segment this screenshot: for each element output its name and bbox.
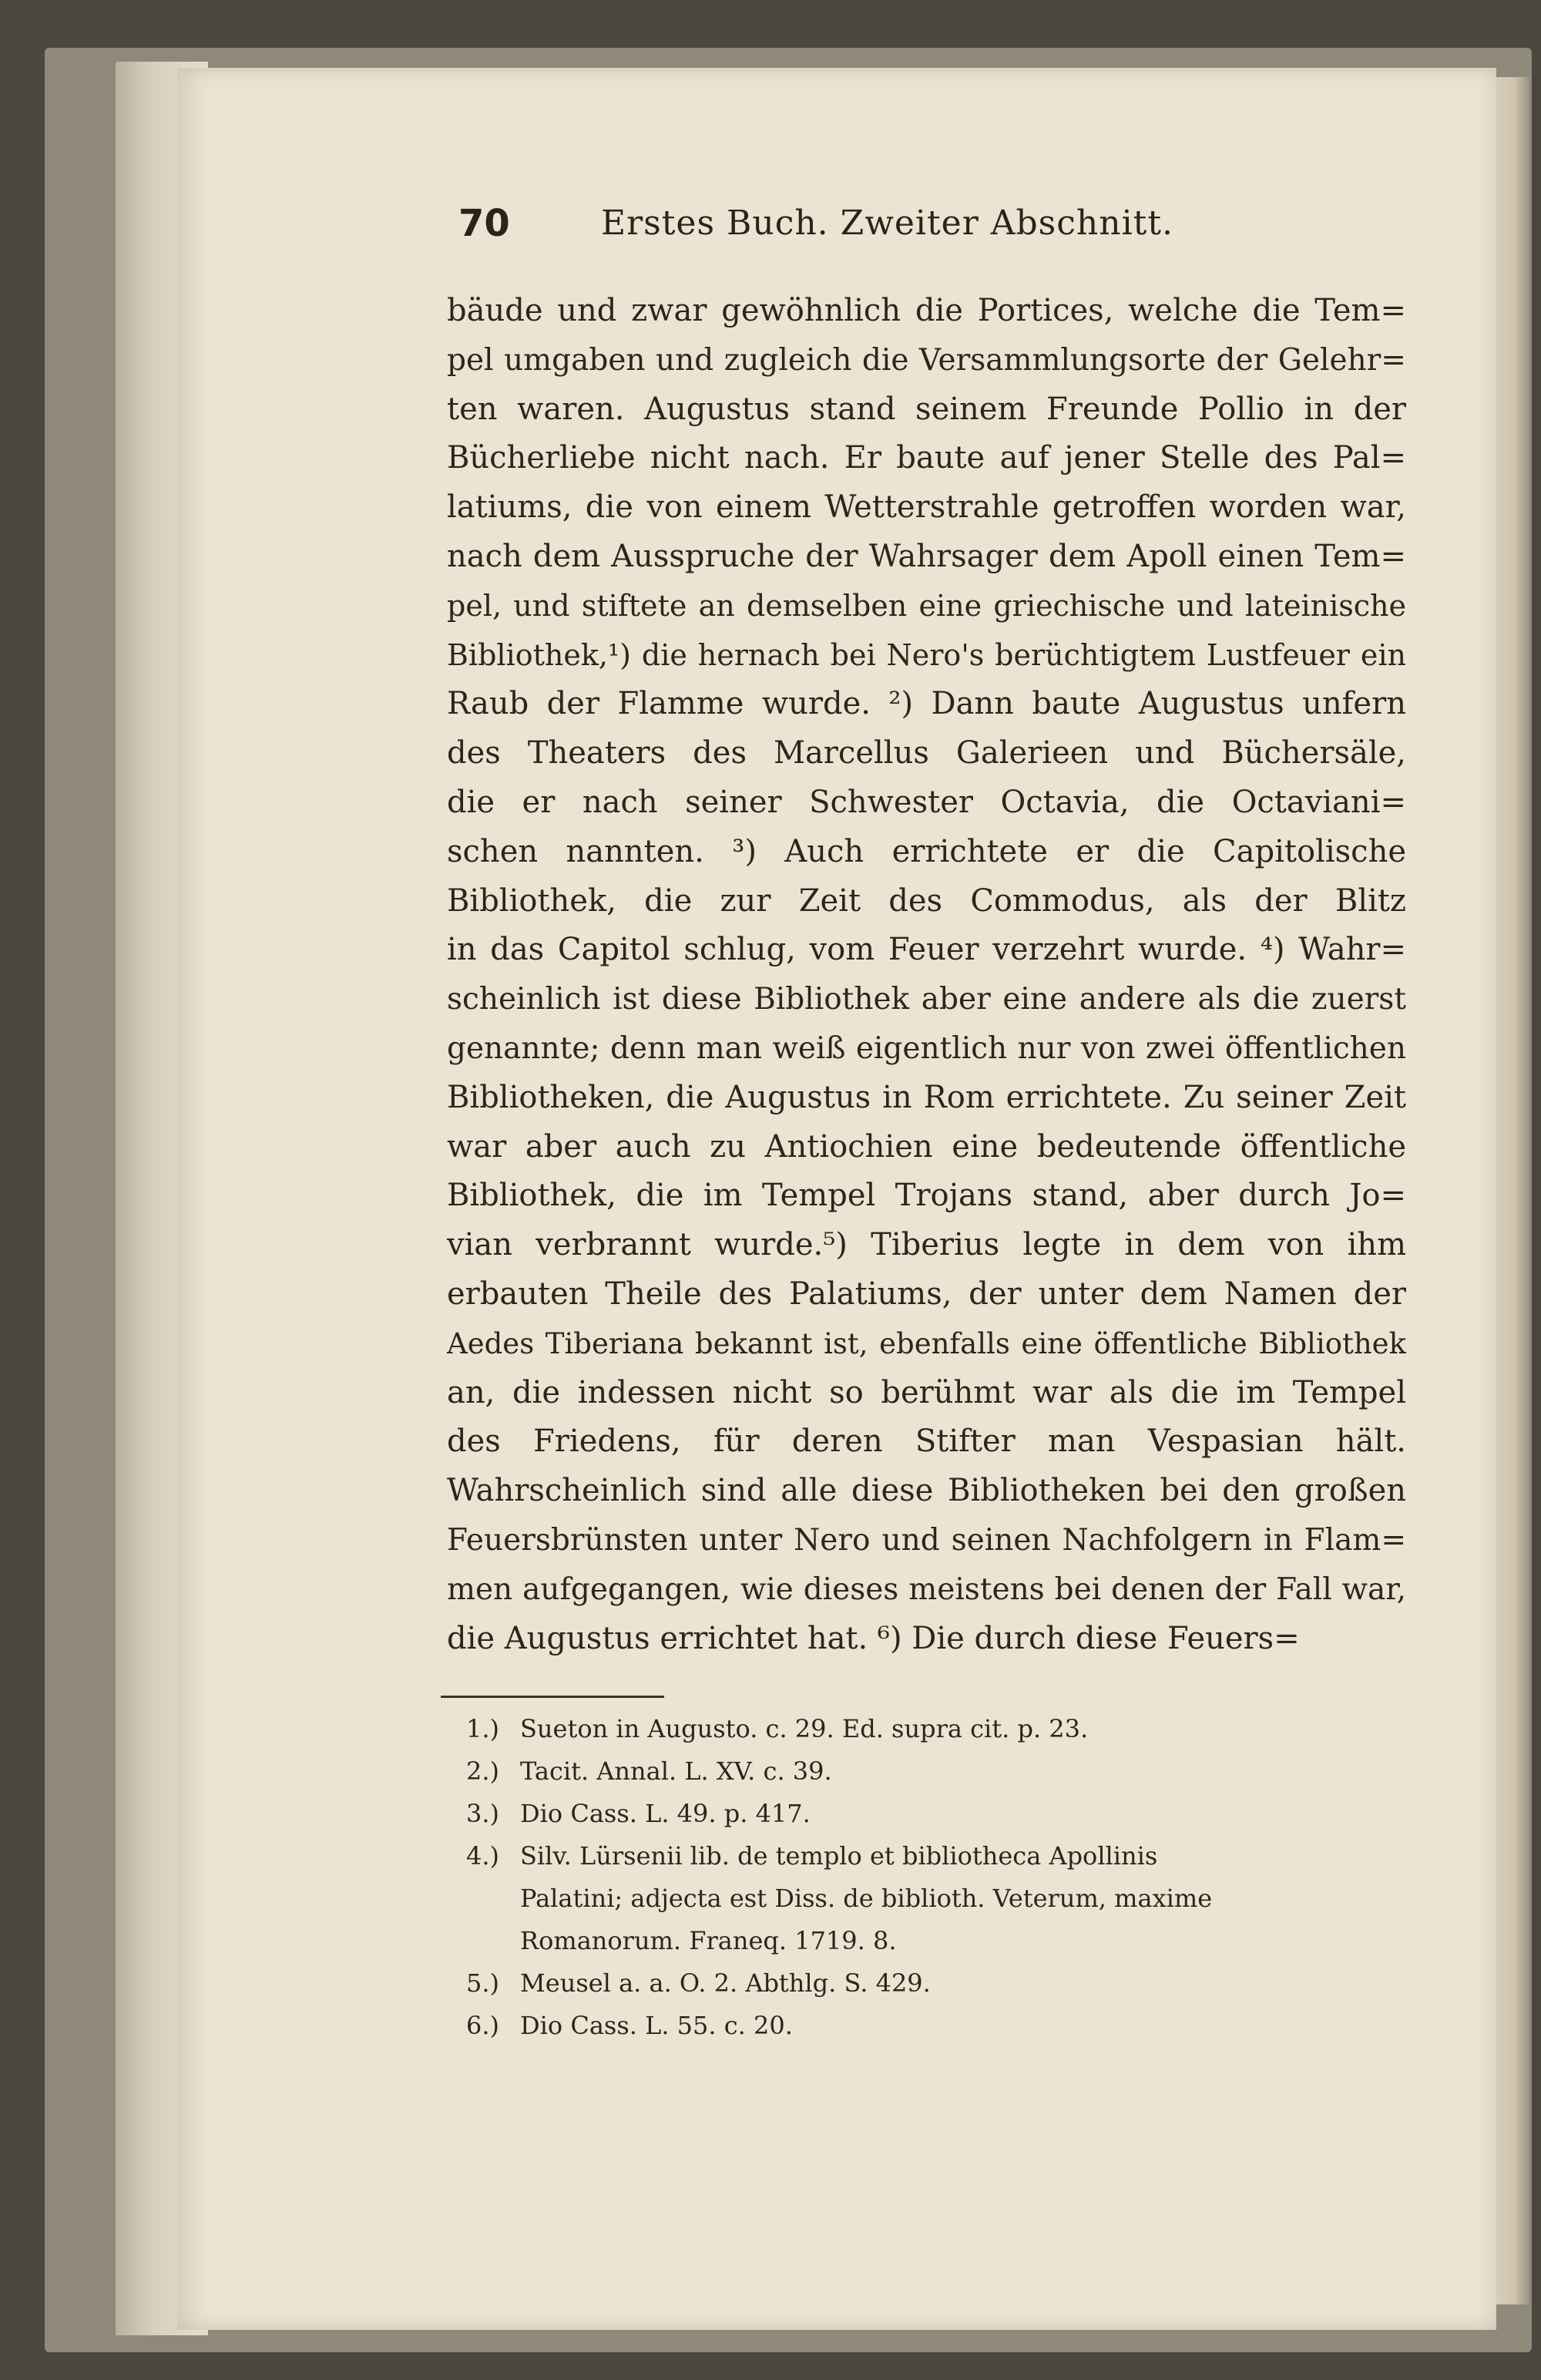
page-stack-right <box>1491 77 1529 2304</box>
text-line: scheinlich ist diese Bibliothek aber eine andere als die zuerst <box>447 982 1406 1017</box>
text-line: erbauten Theile des Palatiums, der unter dem Namen der <box>447 1276 1406 1312</box>
text-line: in das Capitol schlug, vom Feuer verzehrt wurde. ⁴) Wahr= <box>447 932 1406 968</box>
footnote-text: Romanorum. Franeq. 1719. 8. <box>520 1926 897 1955</box>
footnote <box>466 1962 1402 2005</box>
footnote-number: 4.) <box>466 1841 500 1871</box>
text-line: bäude und zwar gewöhnlich die Portices, welche die Tem= <box>447 293 1406 328</box>
footnote-number: 6.) <box>466 2011 500 2040</box>
footnote-number: 2.) <box>466 1756 500 1786</box>
footnote-text: Silv. Lürsenii lib. de templo et bibliotheca Apollinis <box>520 1841 1158 1871</box>
text-line: Wahrscheinlich sind alle diese Bibliotheken bei den großen <box>447 1473 1406 1509</box>
text-line: war aber auch zu Antiochien eine bedeutende öffentliche <box>447 1128 1406 1165</box>
footnote-number: 1.) <box>466 1714 500 1743</box>
text-line: die er nach seiner Schwester Octavia, die Octaviani= <box>447 784 1406 820</box>
text-line: die Augustus errichtet hat. ⁶) Die durch diese Feuers= <box>447 1620 1300 1656</box>
text-line: nach dem Ausspruche der Wahrsager dem Apoll einen Tem= <box>447 538 1406 574</box>
text-line: vian verbrannt wurde.⁵) Tiberius legte in dem von ihm <box>447 1227 1406 1263</box>
page-number: 70 <box>458 202 510 245</box>
text-line: Bibliothek,¹) die hernach bei Nero's berüchtigtem Lustfeuer ein <box>447 637 1406 672</box>
text-line: Bibliothek, die zur Zeit des Commodus, als der Blitz <box>447 882 1406 919</box>
text-line: men aufgegangen, wie dieses meistens bei denen der Fall war, <box>447 1572 1406 1607</box>
text-line: Aedes Tiberiana bekannt ist, ebenfalls eine öffentliche Bibliothek <box>447 1326 1406 1360</box>
text-line: Feuersbrünsten unter Nero und seinen Nachfolgern in Flam= <box>447 1522 1406 1558</box>
footnote-text: Tacit. Annal. L. XV. c. 39. <box>520 1756 832 1786</box>
footnote <box>466 2005 1402 2047</box>
text-line: Raub der Flamme wurde. ²) Dann baute Augustus unfern <box>447 686 1406 722</box>
text-line: an, die indessen nicht so berühmt war als die im Tempel <box>447 1374 1406 1410</box>
footnote-continuation <box>466 1920 1402 1962</box>
body-text <box>447 287 1406 1663</box>
footnote-text: Meusel a. a. O. 2. Abthlg. S. 429. <box>520 1968 931 1998</box>
footnote-rule <box>441 1696 664 1698</box>
text-line: latiums, die von einem Wetterstrahle getroffen worden war, <box>447 489 1406 526</box>
footnote-text: Sueton in Augusto. c. 29. Ed. supra cit. p. 23. <box>520 1714 1089 1743</box>
footnote-text: Dio Cass. L. 49. p. 417. <box>520 1799 811 1828</box>
page-header <box>458 202 1437 256</box>
text-line: des Theaters des Marcellus Galerieen und Büchersäle, <box>447 735 1406 771</box>
running-head: Erstes Buch. Zweiter Abschnitt. <box>601 203 1173 243</box>
text-line: ten waren. Augustus stand seinem Freunde Pollio in der <box>447 391 1406 427</box>
footnote-continuation <box>466 1877 1402 1920</box>
footnote <box>466 1793 1402 1835</box>
footnote-text: Dio Cass. L. 55. c. 20. <box>520 2011 793 2040</box>
footnote <box>466 1835 1402 1877</box>
footnote-number: 3.) <box>466 1799 500 1828</box>
text-line: pel, und stiftete an demselben eine griechische und lateinische <box>447 588 1406 623</box>
text-line: pel umgaben und zugleich die Versammlungsorte der Gelehr= <box>447 342 1406 378</box>
footnotes <box>466 1708 1402 2047</box>
text-line: des Friedens, für deren Stifter man Vespasian hält. <box>447 1424 1406 1460</box>
footnote-text: Palatini; adjecta est Diss. de biblioth. Veterum, maxime <box>520 1884 1213 1913</box>
text-line: Bibliothek, die im Tempel Trojans stand, aber durch Jo= <box>447 1178 1406 1214</box>
text-line: Bücherliebe nicht nach. Er baute auf jener Stelle des Pal= <box>447 440 1406 476</box>
footnote <box>466 1750 1402 1793</box>
text-line: genannte; denn man weiß eigentlich nur von zwei öffentlichen <box>447 1030 1406 1066</box>
text-line: Bibliotheken, die Augustus in Rom errichtete. Zu seiner Zeit <box>447 1079 1406 1115</box>
footnote-number: 5.) <box>466 1968 500 1998</box>
text-line: schen nannten. ³) Auch errichtete er die Capitolische <box>447 833 1406 869</box>
footnote <box>466 1708 1402 1750</box>
